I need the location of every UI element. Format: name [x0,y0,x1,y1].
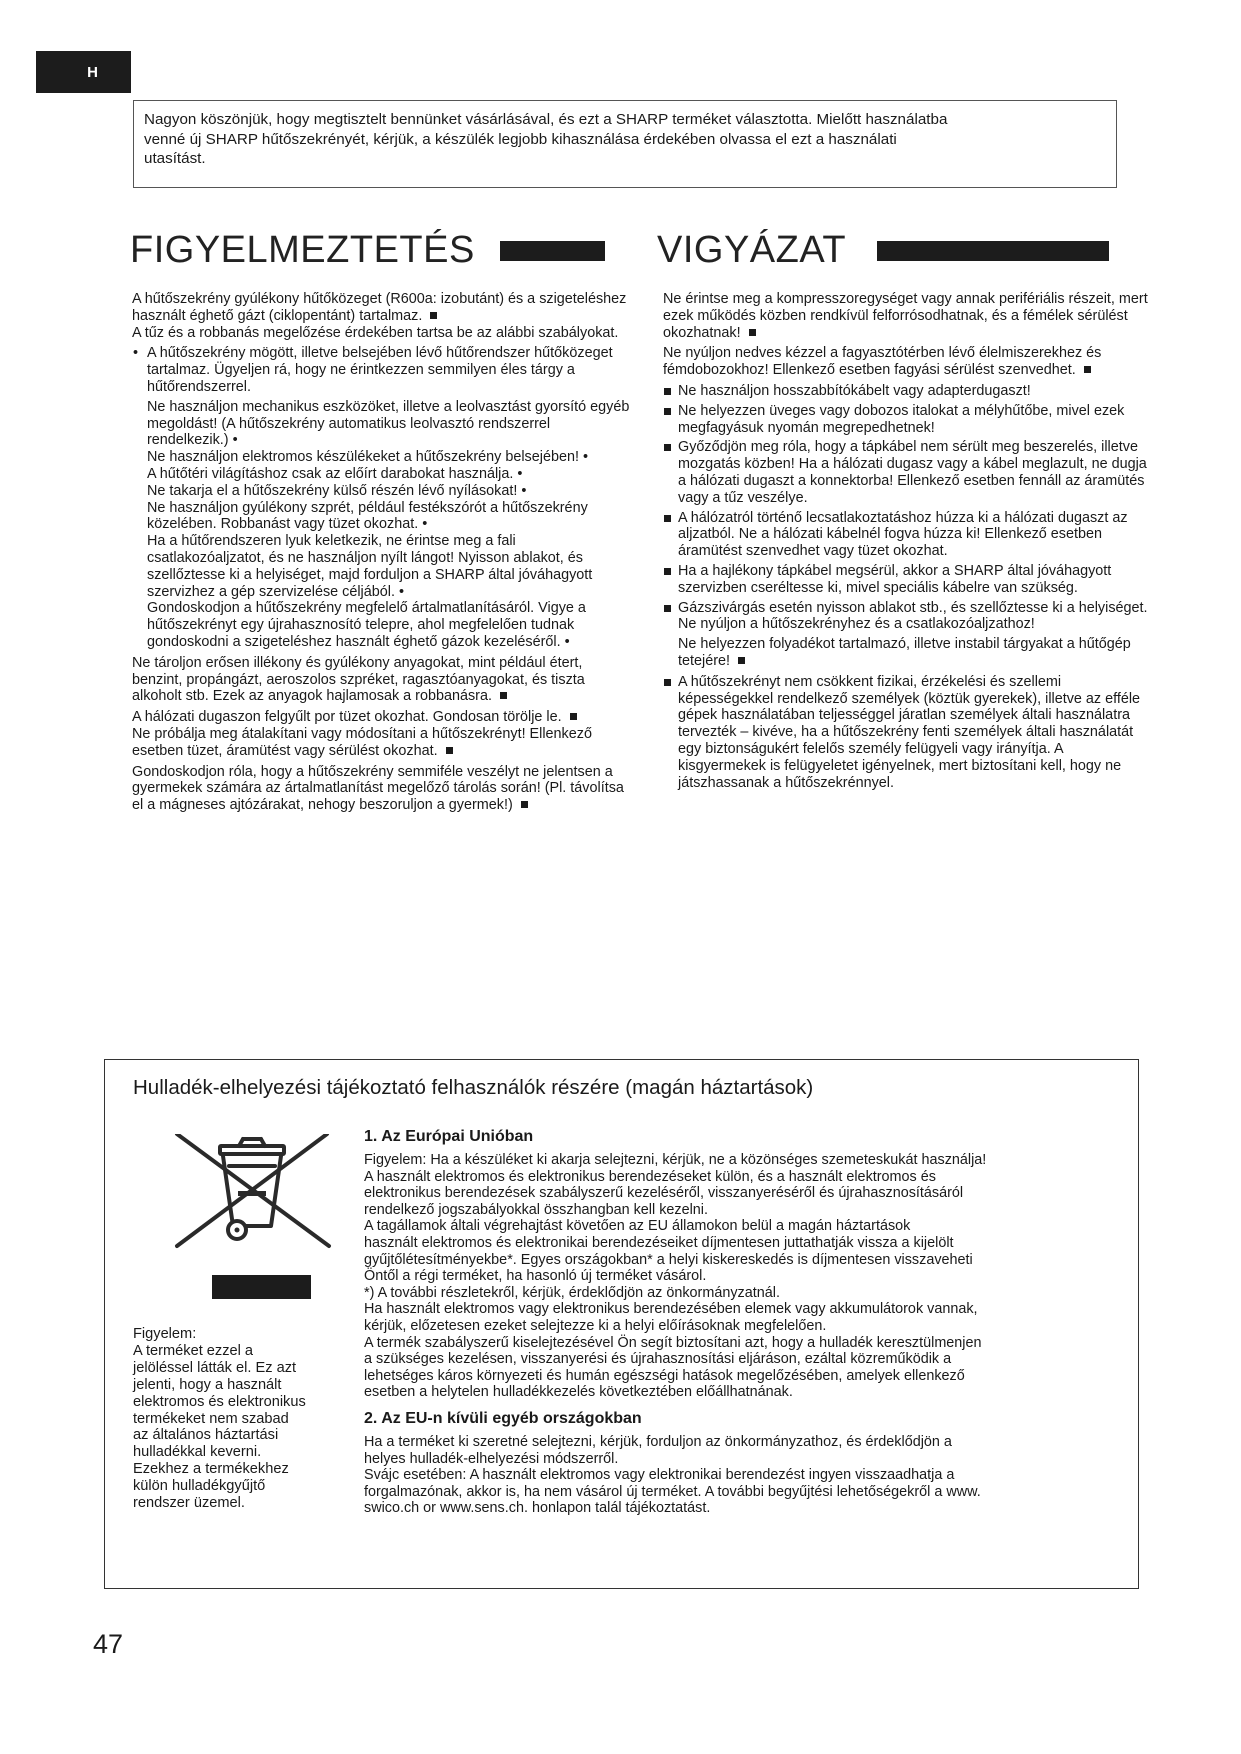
caution-item: Ne helyezzen üveges vagy dobozos italokat a mélyhűtőbe, mivel ezek megfagyásuk nyomán megrepedhetnek! [663,403,1149,437]
intro-line: Nagyon köszönjük, hogy megtisztelt bennünket vásárlásával, és ezt a SHARP terméket választotta. Mielőtt használatba [144,111,948,128]
warning-sub-item: Ne használjon elektromos készülékeket a hűtőszekrény belsejében! • [147,449,589,466]
text-line: használt elektromos és elektronikai berendezéseiket díjmentesen juttathatják vissza a kijelölt [364,1234,954,1251]
warning-heading: FIGYELMEZTETÉS [130,229,475,271]
disposal-note [133,1326,343,1512]
text-line: elektronikus berendezések szabályszerű kezeléséről, visszanyeréséről és újrahasznosításáról [364,1185,964,1202]
text-line: *) A további részletekről, kérjük, érdeklődjön az önkormányzatnál. [364,1284,780,1301]
intro-box [133,100,1117,188]
note-line: Figyelem: [133,1326,197,1342]
intro-line: utasítást. [144,150,206,168]
disposal-title: Hulladék-elhelyezési tájékoztató felhasználók részére (magán háztartások) [133,1076,814,1099]
warning-text: A tűz és a robbanás megelőzése érdekében tartsa be az alábbi szabályokat. [132,324,619,341]
warning-sub-item: Ne használjon gyúlékony szprét, például festékszórót a hűtőszekrény közelében. Robbanást vagy tüzet okozhat. • [147,499,588,533]
caution-item: Ne helyezzen folyadékot tartalmazó, illetve instabil tárgyakat a hűtőgép tetejére! [678,636,1131,669]
caution-item: Ne nyúljon nedves kézzel a fagyasztótérben lévő élelmiszerekhez és fémdobozokhoz! Ellenkező esetben fagyási sérülést szenvedhet. [663,345,1102,379]
caution-column [663,291,1149,794]
bin-marking-bar [212,1275,311,1299]
warning-item: Ne próbálja meg átalakítani vagy módosítani a hűtőszekrényt! Ellenkező esetben tüzet, áramütést vagy sérülést okozhat. [132,725,592,759]
text-line: Figyelem: Ha a készüléket ki akarja selejtezni, kérjük, ne a közönséges szemeteskukát használja! [364,1152,987,1168]
warning-sub-item: Ha a hűtőrendszeren lyuk keletkezik, ne érintse meg a fali csatlakozóaljzatot, és ne használjon nyílt lángot! Nyisson ablakot, és szellőztesse ki a helyiséget, majd forduljon a SHARP által jóváhagyott szervizhez a gép szervizelése céljából. • [147,533,593,600]
bullet-square [570,713,577,720]
note-line: jelöléssel látták el. Ez azt [133,1359,297,1376]
text-line: kérjük, előzetesen ezeket selejtezze ki a helyi előírásoknak megfelelően. [364,1317,827,1334]
text-line: A használt elektromos és elektronikus berendezéseket külön, és a használt elektromos és [364,1168,936,1185]
text-line: lehetséges káros környezeti és humán egészségi hatások megelőzésében, amelyek ellenkező [364,1367,965,1384]
text-line: helyes hulladék-elhelyezési módszerről. [364,1450,619,1467]
bullet-square [521,801,528,808]
warning-heading-bar [500,241,605,261]
text-line: esetben a helytelen hulladékkezelés következtében előállhatnának. [364,1384,793,1401]
warning-sub-item: Gondoskodjon a hűtőszekrény megfelelő ártalmatlanításáról. Vigye a hűtőszekrényt egy újrahasznosító telepre, ahol megfelelően tudnak gondoskodni a szigeteléshez használt éghető gázok kezeléséről. • [147,600,586,650]
text-line: swico.ch or www.sens.ch. honlapon talál tájékoztatást. [364,1500,711,1517]
note-line: elektromos és elektronikus [133,1393,306,1410]
bullet-square [430,312,437,319]
warning-column [132,291,630,818]
note-line: A terméket ezzel a [133,1342,254,1359]
warning-sub-item: Ne használjon mechanikus eszközöket, illetve a leolvasztást gyorsító egyéb megoldást! (A hűtőszekrény automatikus leolvasztó rendszerrel rendelkezik.) • [147,398,630,449]
bullet-square [749,329,756,336]
text-line: a szükséges kezelésen, visszanyerési és újrahasznosítási eljáráson, ezáltal közreműködik a [364,1351,952,1368]
text-line: forgalmazónak, akkor is, ha nem vásárol új terméket. A további begyűjtési lehetőségekről a www. [364,1483,981,1500]
caution-item: Gázszivárgás esetén nyisson ablakot stb., és szellőztesse ki a helyiséget. Ne nyúljon a hűtőszekrényhez és a csatlakozóaljzathoz! [663,600,1149,634]
caution-heading-bar [877,241,1109,261]
bullet-square [738,657,745,664]
bullet-square [446,747,453,754]
text-line: Ha használt elektromos vagy elektronikus berendezésében elemek vagy akkumulátorok vannak, [364,1301,978,1318]
caution-item: A hűtőszekrényt nem csökkent fizikai, érzékelési és szellemi képességekkel rendelkező személyek (köztük gyerekek), illetve az efféle gépek használatában teljességgel járatlan személyek általi használatra tervezték – kivéve, ha a hűtőszekrény fenti személyek általi használatát egy biztonságukért felelős személy felügyeli vagy irányítja. A kisgyermekek is felügyeletet igényelnek, mert biztosítani kell, hogy ne játszhassanak a hűtőszekrénnyel. [663,674,1149,792]
note-line: az általános háztartási [133,1427,279,1444]
bullet-square [1084,366,1091,373]
text-line: gyűjtőlétesítményekbe*. Egyes országokban* a helyi kiskereskedés is díjmentesen visszaveheti [364,1251,973,1268]
caution-item: Ne használjon hosszabbítókábelt vagy adapterdugaszt! [663,383,1149,400]
note-line: jelenti, hogy a használt [133,1376,282,1393]
note-line: külön hulladékgyűjtő [133,1478,266,1495]
caution-item: Ne érintse meg a kompresszoregységet vagy annak perifériális részeit, mert ezek működés közben rendkívül felforrósodhatnak, és a fémélek sérülést okozhatnak! [663,291,1148,341]
caution-heading: VIGYÁZAT [657,229,847,271]
section-heading-non-eu: 2. Az EU-n kívüli egyéb országokban [364,1409,642,1427]
crossed-out-wheelie-bin-icon [167,1134,337,1249]
text-line: rendelkező jogszabályokkal összhangban kell kezelni. [364,1201,708,1218]
text-line: Ha a terméket ki szeretné selejtezni, kérjük, forduljon az önkormányzathoz, és érdeklődjön a [364,1433,952,1450]
warning-item: Ne tároljon erősen illékony és gyúlékony anyagokat, mint például étert, benzint, propángázt, aeroszolos szpréket, ragasztóanyagokat, és tiszta alkoholt stb. Ezek az anyagok hajlamosak a robbanásra. [132,654,585,705]
warning-sub-item: A hűtőtéri világításhoz csak az előírt darabokat használja. • [147,465,523,482]
bullet-square [500,692,507,699]
intro-line: venné új SHARP hűtőszekrényét, kérjük, a készülék legjobb kihasználása érdekében olvassa el ezt a használati [144,130,897,148]
disposal-sections [364,1127,1124,1517]
page-number: 47 [93,1629,124,1659]
note-line: rendszer üzemel. [133,1495,245,1512]
language-tab: H [36,51,131,93]
text-line: A termék szabályszerű kiselejtezésével Ön segít biztosítani azt, hogy a hulladék keresztülmenjen [364,1334,982,1351]
caution-item: Ha a hajlékony tápkábel megsérül, akkor a SHARP által jóváhagyott szervizben cseréltesse ki, mivel speciális kábelre van szükség. [663,563,1149,597]
warning-item: A hálózati dugaszon felgyűlt por tüzet okozhat. Gondosan törölje le. [132,709,630,726]
caution-item: A hálózatról történő lecsatlakoztatáshoz húzza ki a hálózati dugaszt az aljzatból. Ne a hálózati kábelnél fogva húzza ki! Ellenkező esetben áramütést szenvedhet vagy tüzet okozhat. [663,510,1149,560]
text-line: Svájc esetében: A használt elektromos vagy elektronikai berendezést ingyen visszaadhatja a [364,1467,955,1484]
caution-item: Győződjön meg róla, hogy a tápkábel nem sérült meg beszerelés, illetve mozgatás közben! Ha a hálózati dugasz vagy a kábel meglazult, ne dugja a hálózati dugaszt a konnektorba! Ellenkező esetben fennáll az áramütés vagy a tűz veszélye. [663,439,1149,506]
text-line: Öntől a régi terméket, ha hasonló új terméket vásárol. [364,1268,707,1285]
warning-item: A hűtőszekrény gyúlékony hűtőközeget (R600a: izobutánt) és a szigeteléshez használt éghető gázt (ciklopentánt) tartalmaz. [132,291,627,324]
section-heading-eu: 1. Az Európai Unióban [364,1128,534,1145]
note-line: Ezekhez a termékekhez [133,1461,289,1478]
note-line: termékeket nem szabad [133,1410,289,1427]
warning-item: Gondoskodjon róla, hogy a hűtőszekrény semmiféle veszélyt ne jelentsen a gyermekek számára az ártalmatlanítást megelőző tárolás során! (Pl. távolítsa el a mágneses ajtózárakat, nehogy beszoruljon a gyermek!) [132,763,624,814]
note-line: hulladékkal keverni. [133,1444,262,1461]
warning-sub-item: • A hűtőszekrény mögött, illetve belsejében lévő hűtőrendszer hűtőközeget tartalmaz. Ügyeljen rá, hogy ne érintkezzen semmilyen éles tárgy a hűtőrendszerrel. [133,345,613,395]
text-line: A tagállamok általi végrehajtást követően az EU államokon belül a magán háztartások [364,1218,911,1235]
warning-sub-item: Ne takarja el a hűtőszekrény külső részén lévő nyílásokat! • [147,482,527,499]
disposal-box [104,1059,1139,1589]
